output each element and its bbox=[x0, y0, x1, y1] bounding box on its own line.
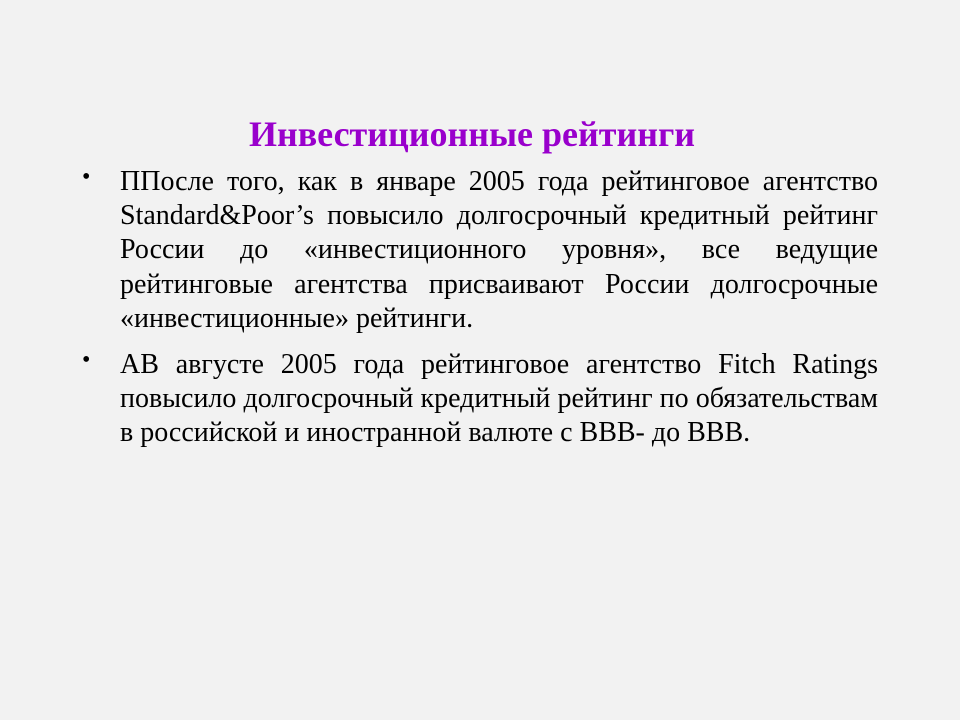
bullet-item bbox=[82, 165, 878, 336]
bullet-text: ППосле того, как в январе 2005 года рейтинговое агентство Standard&Poor’s повысило долгосрочный кредитный рейтинг России до «инвестиционного уровня», все ведущие рейтинговые агентства присваивают России долгосрочные «инвестиционные» рейтинги. bbox=[120, 166, 878, 334]
bullet-icon: • bbox=[82, 164, 91, 190]
bullet-item bbox=[82, 348, 878, 451]
slide-title: Инвестиционные рейтинги bbox=[248, 114, 696, 154]
bullet-text: АВ августе 2005 года рейтинговое агентство Fitch Ratings повысило долгосрочный кредитный рейтинг по обязательствам в российской и иностранной валюте с BBB- до BBB. bbox=[120, 349, 878, 449]
bullet-icon: • bbox=[82, 347, 91, 374]
bullet-list bbox=[82, 165, 878, 463]
